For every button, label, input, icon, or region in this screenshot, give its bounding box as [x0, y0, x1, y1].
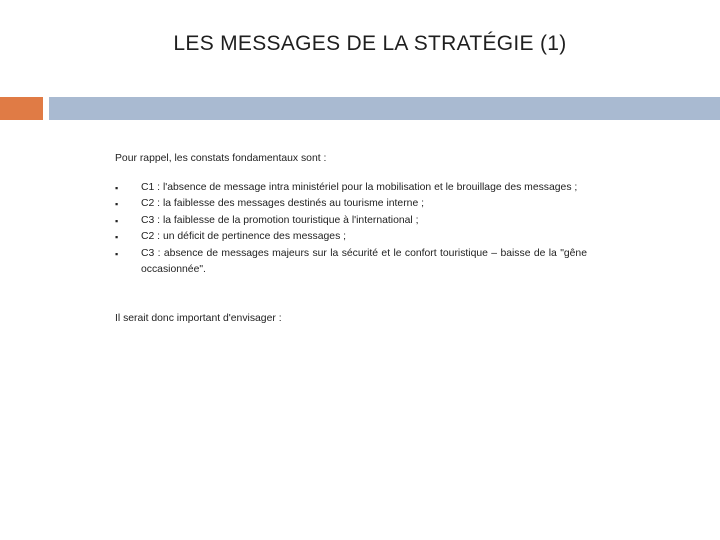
slide-body: [115, 151, 587, 327]
outro-text: Il serait donc important d'envisager :: [115, 312, 282, 324]
list-item: [115, 246, 587, 279]
bullet-icon: ▪: [115, 232, 119, 242]
list-item-text: C3 : absence de messages majeurs sur la sécurité et le confort touristique – baisse de la "gêne occasionnée".: [141, 247, 587, 275]
accent-band-orange: [0, 97, 43, 120]
bullet-icon: ▪: [115, 199, 119, 209]
findings-list: [115, 180, 587, 279]
slide-title: LES MESSAGES DE LA STRATÉGIE (1): [173, 32, 567, 55]
list-item-text: C3 : la faiblesse de la promotion touristique à l'international ;: [141, 214, 419, 226]
intro-text: Pour rappel, les constats fondamentaux sont :: [115, 153, 327, 164]
list-item: [115, 229, 587, 246]
accent-band-blue: [49, 97, 720, 120]
list-item: [115, 180, 587, 197]
list-item-text: C2 : la faiblesse des messages destinés au tourisme interne ;: [141, 198, 425, 209]
list-item-text: C2 : un déficit de pertinence des messages ;: [141, 231, 347, 242]
list-item: [115, 213, 587, 230]
bullet-icon: ▪: [115, 182, 119, 193]
bullet-icon: ▪: [115, 215, 119, 226]
bullet-icon: ▪: [115, 248, 119, 259]
list-item-text: C1 : l'absence de message intra ministériel pour la mobilisation et le brouillage des messages ;: [141, 181, 578, 193]
list-item: [115, 196, 587, 213]
